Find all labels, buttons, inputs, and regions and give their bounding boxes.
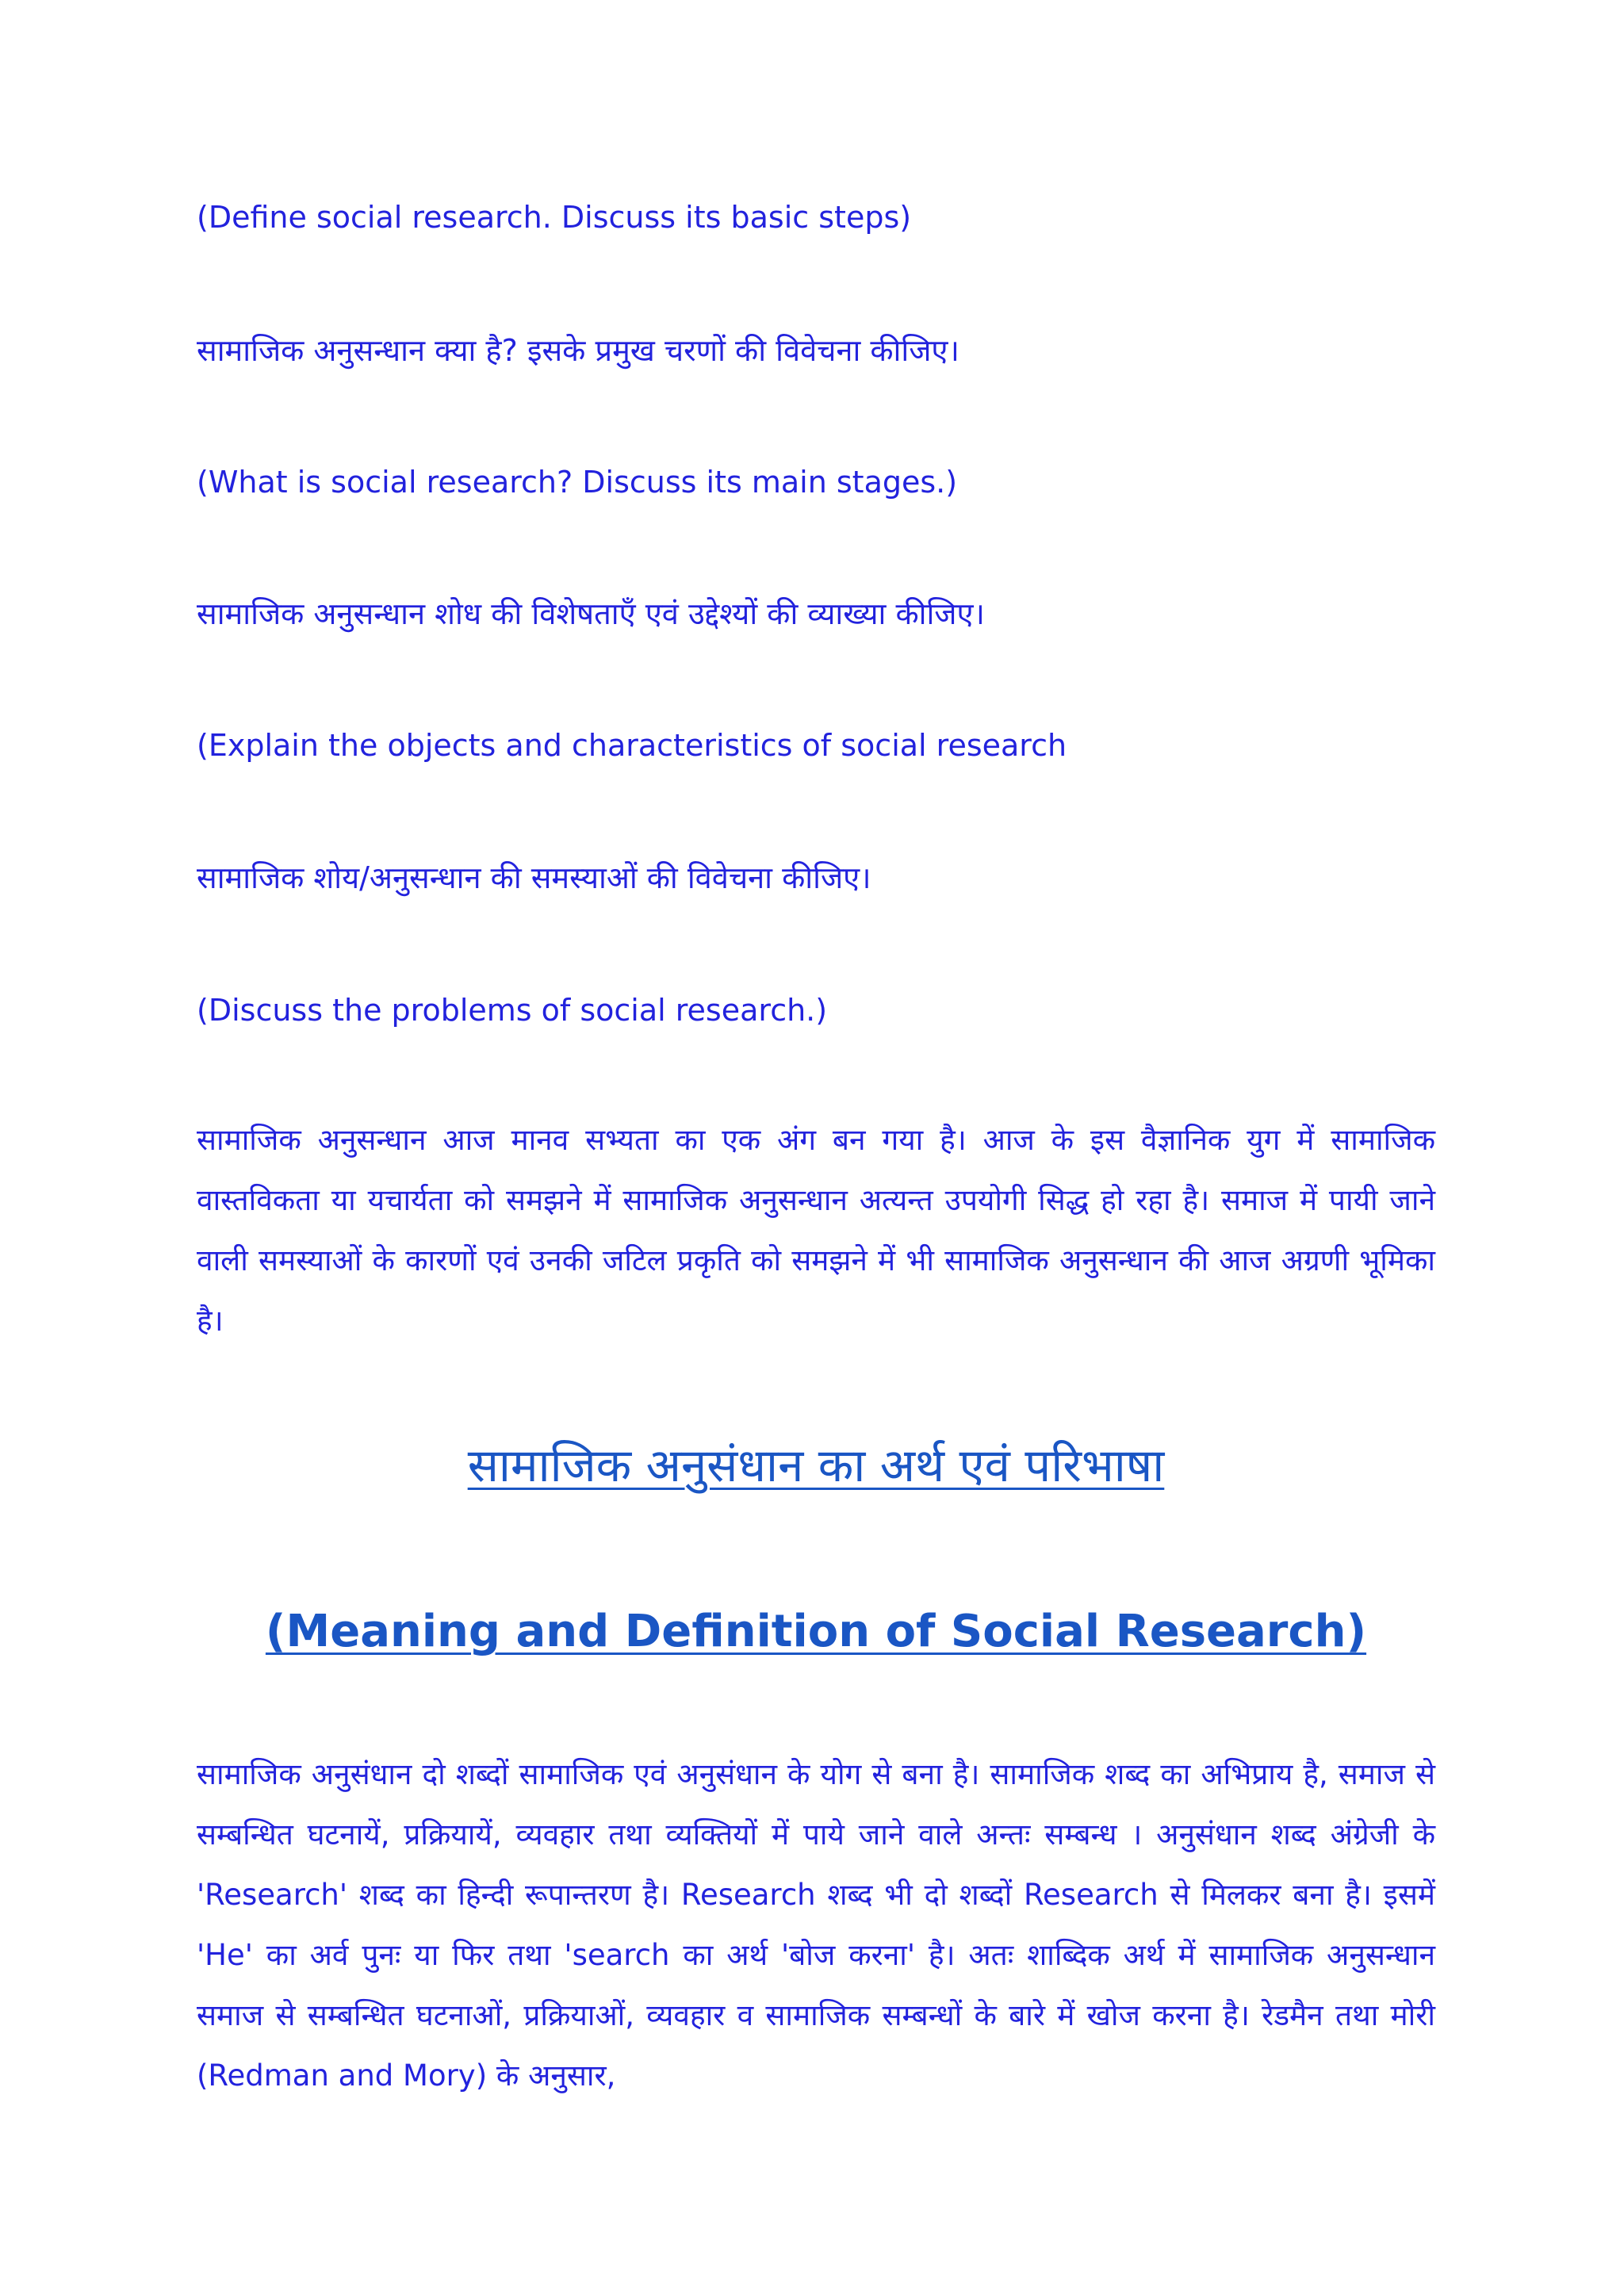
question-line-1-english: (Define social research. Discuss its basic steps)	[197, 200, 912, 235]
question-line-3-english: (Explain the objects and characteristics of social research	[197, 728, 1067, 763]
question-line-1-hindi: सामाजिक अनुसन्धान क्या है? इसके प्रमुख चरणों की विवेचना कीजिए।	[197, 333, 959, 368]
definition-paragraph: सामाजिक अनुसंधान दो शब्दों सामाजिक एवं अनुसंधान के योग से बना है। सामाजिक शब्द का अभिप्राय है, समाज से सम्बन्धित घटनायें, प्रक्रियायें, व्यवहार तथा व्यक्तियों में पाये जाने वाले अन्तः सम्बन्ध । अनुसंधान शब्द अंग्रेजी के 'Research' शब्द का हिन्दी रूपान्तरण है। Research शब्द भी दो शब्दों Research से मिलकर बना है। इसमें 'He' का अर्व पुनः या फिर तथा 'search का अर्थ 'बोज करना' है। अतः शाब्दिक अर्थ में सामाजिक अनुसन्धान समाज से सम्बन्धित घटनाओं, प्रक्रियाओं, व्यवहार व सामाजिक सम्बन्धों के बारे में खोज करना है। रेडमैन तथा मोरी (Redman and Mory) के अनुसार,	[197, 1757, 1435, 2093]
question-line-4-english: (Discuss the problems of social research.)	[197, 993, 828, 1028]
question-line-2-hindi: सामाजिक अनुसन्धान शोध की विशेषताएँ एवं उद्देश्यों की व्याख्या कीजिए।	[197, 596, 985, 631]
section-heading-hindi: सामाजिक अनुसंधान का अर्थ एवं परिभाषा	[467, 1438, 1165, 1492]
intro-paragraph: सामाजिक अनुसन्धान आज मानव सभ्यता का एक अंग बन गया है। आज के इस वैज्ञानिक युग में सामाजिक वास्तविकता या यचार्यता को समझने में सामाजिक अनुसन्धान अत्यन्त उपयोगी सिद्ध हो रहा है। समाज में पायी जाने वाली समस्याओं के कारणों एवं उनकी जटिल प्रकृति को समझने में भी सामाजिक अनुसन्धान की आज अग्रणी भूमिका है।	[197, 1123, 1435, 1338]
section-heading-english: (Meaning and Definition of Social Research)	[265, 1606, 1367, 1657]
question-line-3-hindi: सामाजिक शोय/अनुसन्धान की समस्याओं की विवेचना कीजिए।	[197, 860, 871, 895]
question-line-2-english: (What is social research? Discuss its main stages.)	[197, 465, 958, 500]
